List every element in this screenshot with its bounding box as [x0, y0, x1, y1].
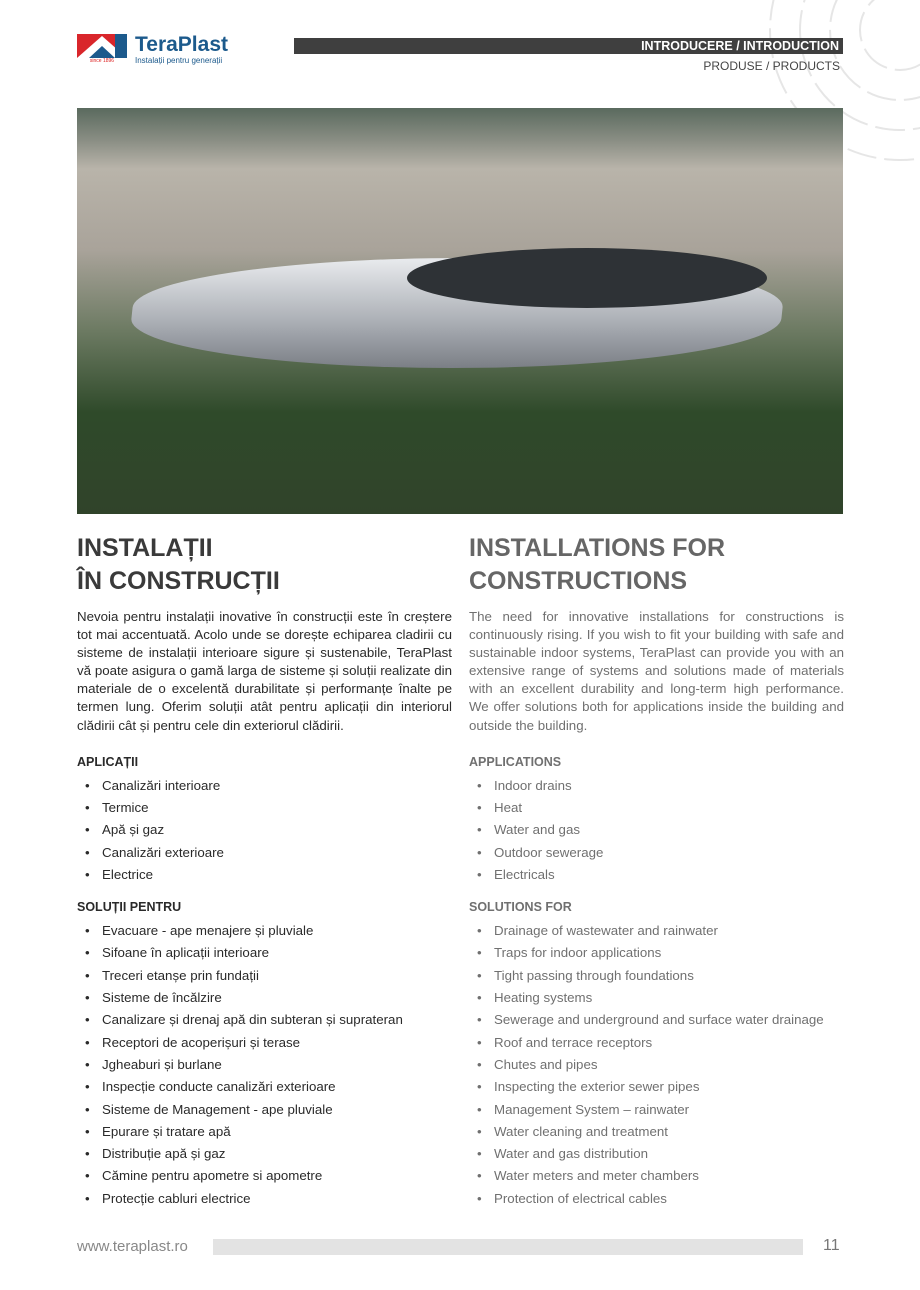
page-number: 11 — [823, 1237, 840, 1254]
list-item: • Canalizare și drenaj apă din subteran și suprateran — [77, 1009, 452, 1031]
list-item: • Roof and terrace receptors — [469, 1032, 844, 1054]
list-item: • Termice — [77, 797, 452, 819]
footer-bar — [213, 1239, 803, 1255]
stadium-roof — [407, 248, 767, 308]
en-title: INSTALLATIONS FOR CONSTRUCTIONS — [469, 534, 725, 595]
romanian-column — [77, 532, 452, 1210]
list-item: • Inspecție conducte canalizări exterioare — [77, 1076, 452, 1098]
subsection-header: PRODUSE / PRODUCTS — [703, 59, 840, 73]
logo-name: TeraPlast — [135, 33, 228, 56]
ro-title: INSTALAȚII ÎN CONSTRUCȚII — [77, 534, 280, 595]
logo-tagline: Instalații pentru generații — [135, 56, 223, 65]
list-item: • Sifoane în aplicații interioare — [77, 942, 452, 964]
list-item: • Canalizări exterioare — [77, 842, 452, 864]
en-solutions-heading: SOLUTIONS FOR — [469, 900, 572, 915]
ro-solutions-list — [77, 920, 452, 1210]
list-item: • Water meters and meter chambers — [469, 1165, 844, 1187]
list-item: • Sewerage and underground and surface water drainage — [469, 1009, 844, 1031]
list-item: • Water cleaning and treatment — [469, 1121, 844, 1143]
list-item: • Water and gas — [469, 819, 844, 841]
list-item: • Indoor drains — [469, 775, 844, 797]
list-item: • Management System – rainwater — [469, 1099, 844, 1121]
list-item: • Protection of electrical cables — [469, 1188, 844, 1210]
list-item: • Electricals — [469, 864, 844, 886]
en-applications-list — [469, 775, 844, 886]
list-item: • Chutes and pipes — [469, 1054, 844, 1076]
list-item: • Canalizări interioare — [77, 775, 452, 797]
list-item: • Drainage of wastewater and rainwater — [469, 920, 844, 942]
list-item: • Jgheaburi și burlane — [77, 1054, 452, 1076]
english-column — [469, 532, 844, 1210]
list-item: • Inspecting the exterior sewer pipes — [469, 1076, 844, 1098]
list-item: • Traps for indoor applications — [469, 942, 844, 964]
list-item: • Receptori de acoperișuri și terase — [77, 1032, 452, 1054]
list-item: • Cămine pentru apometre si apometre — [77, 1165, 452, 1187]
list-item: • Water and gas distribution — [469, 1143, 844, 1165]
en-solutions-list — [469, 920, 844, 1210]
ro-body: Nevoia pentru instalații inovative în construcții este în creștere tot mai accentuată. Acolo unde se dorește echiparea cladirii cu sisteme de instalații interioare sigure și sustenabile, TeraPlast vă poate asigura o gamă larga de sisteme și soluții realizate din materiale de o excelentă durabilitate și performanțe înalte pe termen lung. Oferim soluții atât pentru aplicații din interiorul clădirii cât și pentru cele din exteriorul clădirii. — [77, 609, 452, 733]
list-item: • Distribuție apă și gaz — [77, 1143, 452, 1165]
list-item: • Sisteme de încălzire — [77, 987, 452, 1009]
en-body: The need for innovative installations for constructions is continuously rising. If you wish to fit your building with safe and sustainable indoor systems, TeraPlast can provide you with an extensive range of systems and solutions made of materials with an excellent durability and long-term high performance. We offer solutions both for applications inside the building and outside the building. — [469, 609, 844, 733]
teraplast-logo — [77, 34, 228, 66]
list-item: • Treceri etanșe prin fundații — [77, 965, 452, 987]
footer-url: www.teraplast.ro — [77, 1238, 188, 1255]
list-item: • Electrice — [77, 864, 452, 886]
logo-mark-icon — [77, 34, 127, 66]
list-item: • Evacuare - ape menajere și pluviale — [77, 920, 452, 942]
ro-applications-list — [77, 775, 452, 886]
list-item: • Epurare și tratare apă — [77, 1121, 452, 1143]
stadium-photo — [77, 108, 843, 514]
ro-solutions-heading: SOLUȚII PENTRU — [77, 900, 182, 915]
ro-applications-heading: APLICAȚII — [77, 754, 139, 769]
list-item: • Heating systems — [469, 987, 844, 1009]
list-item: • Apă și gaz — [77, 819, 452, 841]
list-item: • Outdoor sewerage — [469, 842, 844, 864]
logo-since: since 1896 — [89, 58, 115, 64]
en-applications-heading: APPLICATIONS — [469, 754, 562, 769]
list-item: • Protecție cabluri electrice — [77, 1188, 452, 1210]
list-item: • Heat — [469, 797, 844, 819]
section-header: INTRODUCERE / INTRODUCTION — [294, 38, 843, 54]
list-item: • Sisteme de Management - ape pluviale — [77, 1099, 452, 1121]
list-item: • Tight passing through foundations — [469, 965, 844, 987]
